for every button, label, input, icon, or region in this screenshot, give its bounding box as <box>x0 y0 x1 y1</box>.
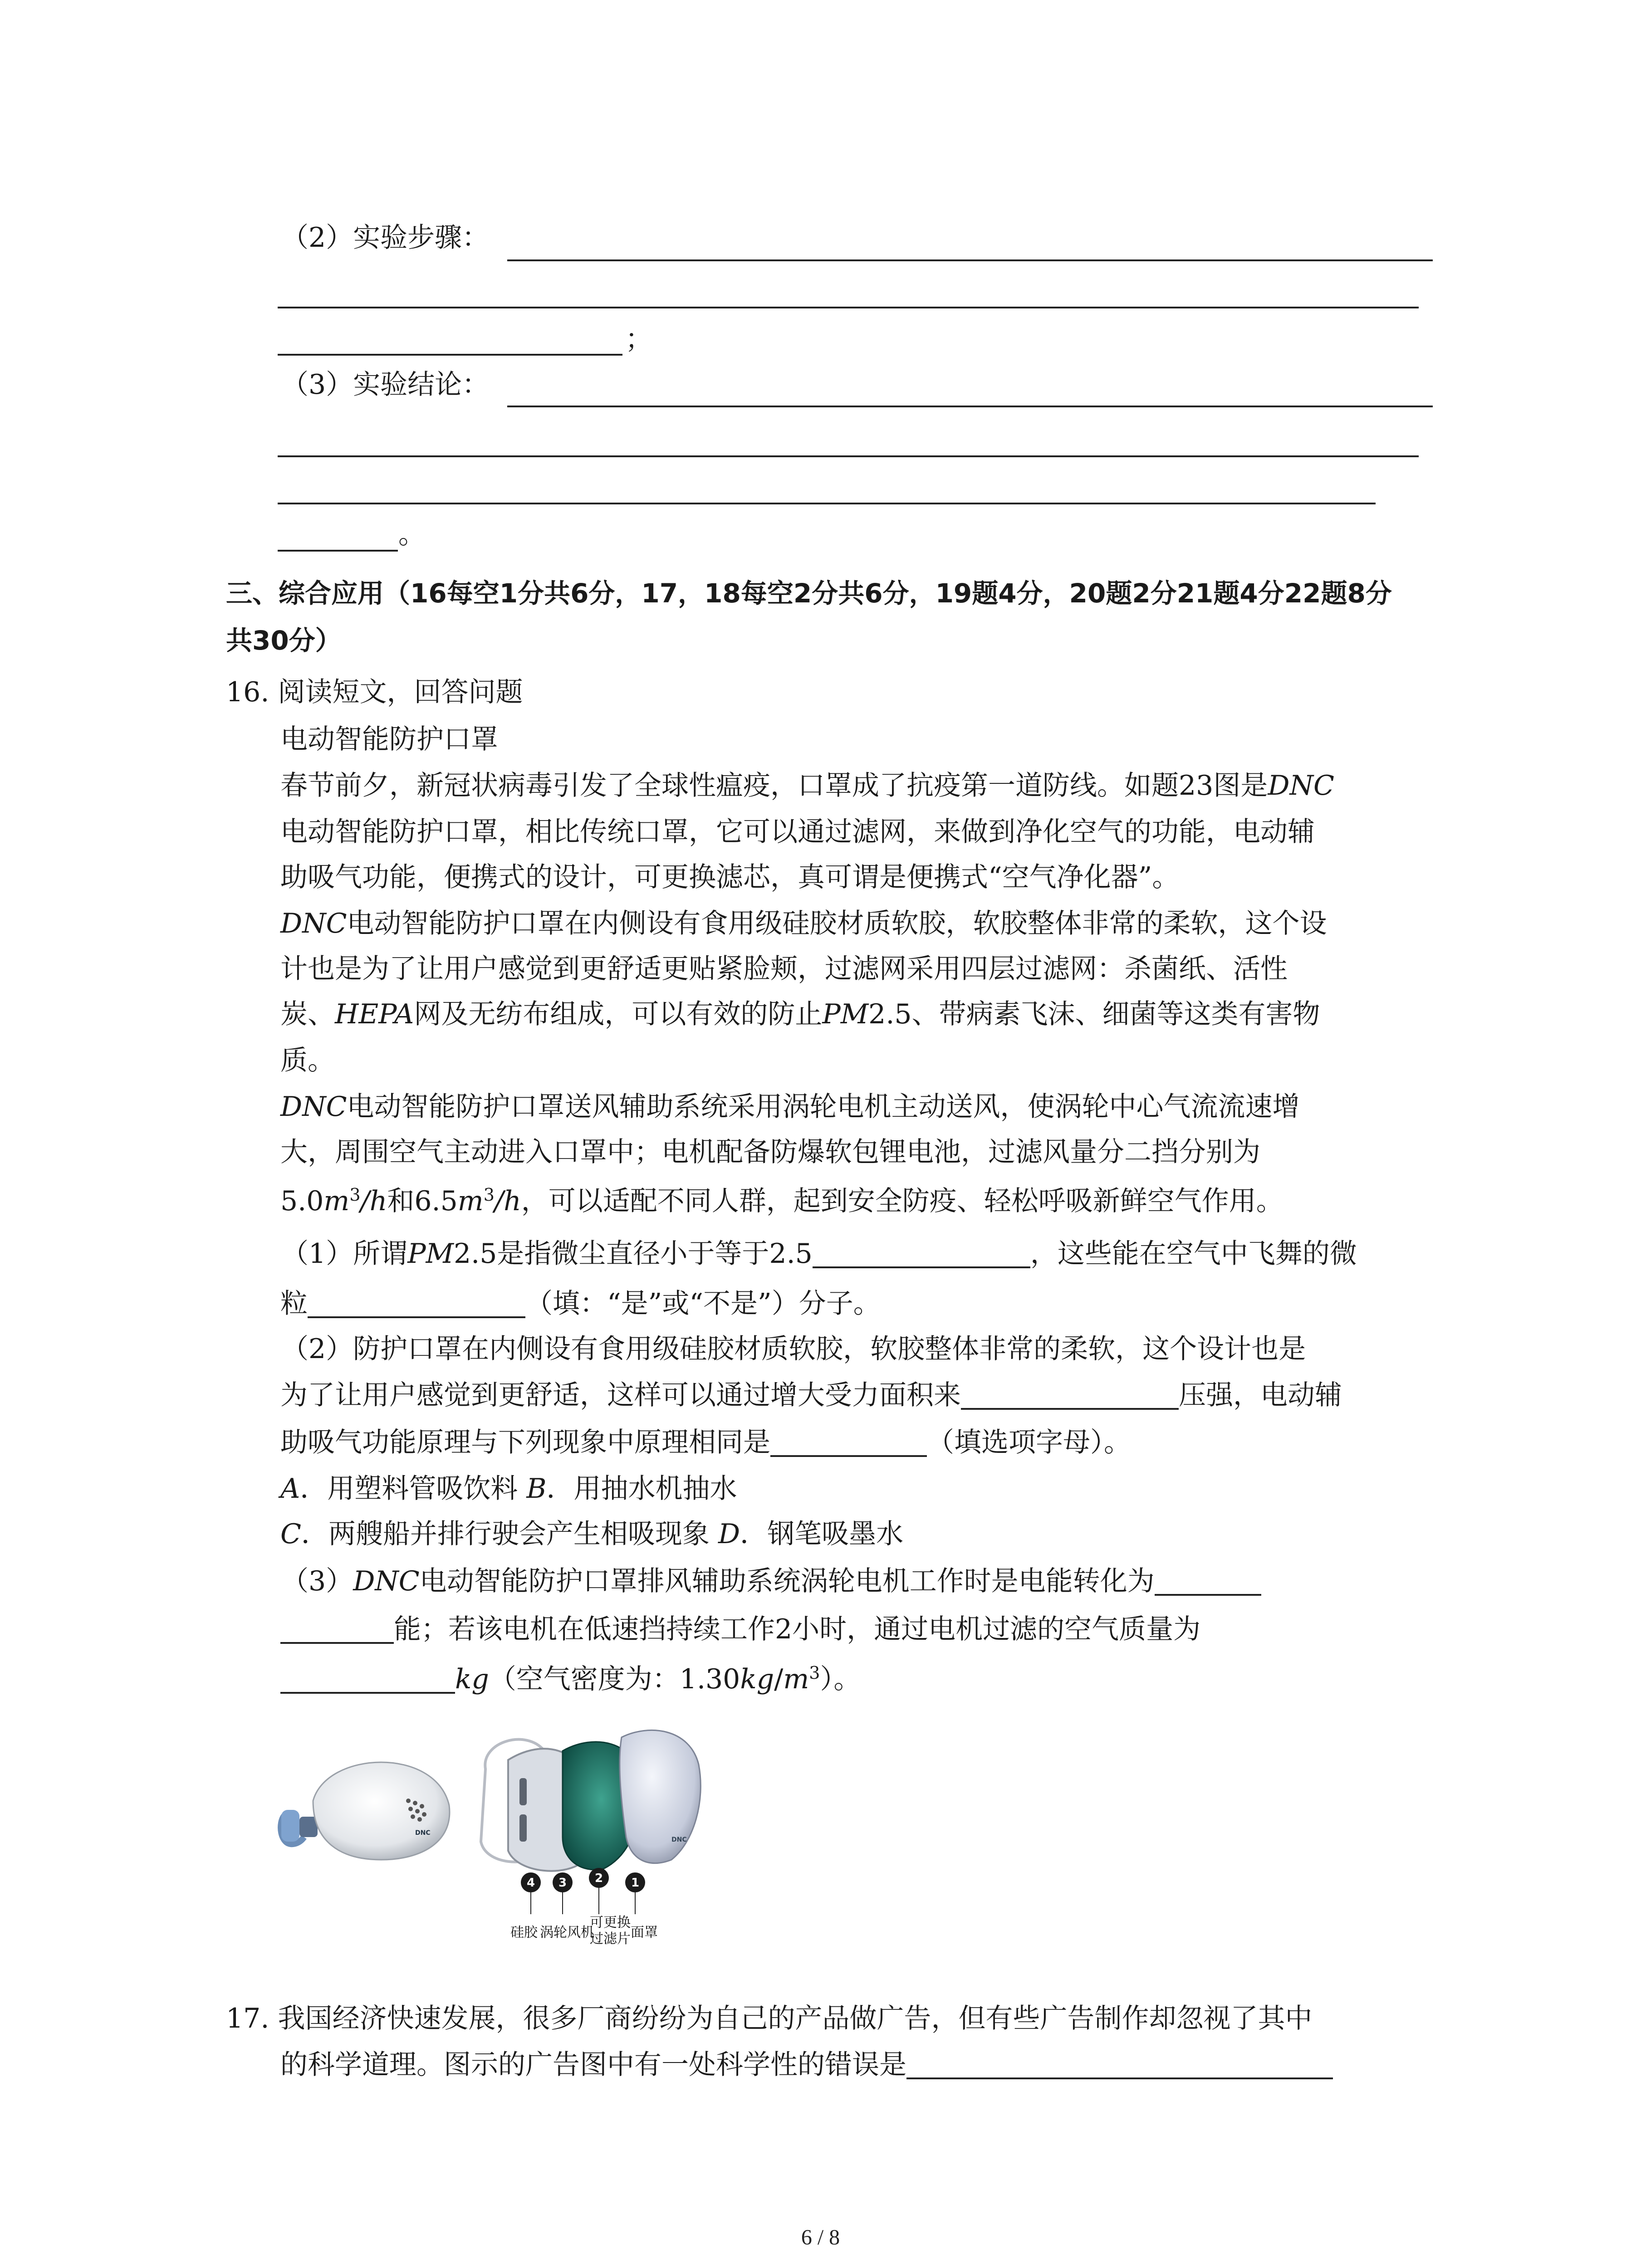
option-letter: A <box>280 1473 300 1505</box>
label-cover: 面罩 <box>631 1925 658 1941</box>
passage-line: DNC电动智能防护口罩送风辅助系统采用涡轮电机主动送风，使涡轮中心气流流速增 <box>280 1091 1300 1123</box>
answer-blank[interactable] <box>906 2050 1333 2079</box>
sub-question-2-cont: 为了让用户感觉到更舒适，这样可以通过增大受力面积来 压强，电动辅 <box>280 1379 1342 1411</box>
option-text: ．两艘船并排行驶会产生相吸现象 <box>301 1518 718 1550</box>
answer-blank[interactable] <box>308 1289 525 1318</box>
answer-line[interactable] <box>507 406 1433 407</box>
options-a-b <box>280 1472 737 1505</box>
answer-line[interactable] <box>278 503 1376 504</box>
brand-logo: DNC <box>415 1829 431 1837</box>
option-letter: D <box>718 1518 740 1550</box>
q-2-steps-label: （2）实验步骤： <box>281 222 490 254</box>
answer-line[interactable] <box>278 455 1419 457</box>
label-filter: 可更换 <box>590 1915 631 1931</box>
answer-blank[interactable] <box>280 1665 455 1694</box>
passage-line: $5.0m^3/h$和$6.5m^3/h$，可以适配不同人群，起到安全防疫、轻松呼吸新鲜空气作用。 <box>280 1185 1283 1217</box>
options-c-d <box>280 1518 903 1550</box>
passage-line: 炭、HEPA网及无纺布组成，可以有效的防止PM2.5、带病素飞沫、细菌等这类有害物 <box>280 998 1320 1030</box>
option-text: ．钢笔吸墨水 <box>740 1518 904 1550</box>
question-number: 17. <box>226 2003 269 2034</box>
passage-line: DNC电动智能防护口罩在内侧设有食用级硅胶材质软胶，软胶整体非常的柔软，这个设 <box>280 908 1327 939</box>
answer-blank[interactable] <box>813 1239 1030 1268</box>
answer-blank[interactable] <box>280 1615 394 1644</box>
sub-question-3-cont: kg（空气密度为：$1.30kg/m^3$）。 <box>280 1663 861 1696</box>
sub-question-2-cont: 助吸气功能原理与下列现象中原理相同是 （填选项字母）。 <box>280 1427 1131 1458</box>
brand-logo: DNC <box>671 1836 687 1843</box>
callout-number: 4 <box>526 1876 535 1890</box>
answer-blank[interactable] <box>770 1428 927 1457</box>
sub-question-1: （1）所谓PM2.5是指微尘直径小于等于2.5 ，这些能在空气中飞舞的微 <box>281 1238 1357 1270</box>
answer-line[interactable] <box>278 354 622 356</box>
passage-line: 大，周围空气主动进入口罩中；电机配备防爆软包锂电池，过滤风量分二挡分别为 <box>280 1136 1260 1168</box>
passage-title: 电动智能防护口罩 <box>280 723 498 755</box>
passage-line: 春节前夕，新冠状病毒引发了全球性瘟疫，口罩成了抗疫第一道防线。如题23图是DNC <box>280 770 1334 802</box>
option-text: ．用塑料管吸饮料 <box>300 1473 527 1505</box>
mask-front-view <box>281 1762 450 1860</box>
question-17: 17. 我国经济快速发展，很多厂商纷纷为自己的产品做广告，但有些广告制作却忽视了其中 <box>226 2003 1313 2034</box>
sub-question-2: （2）防护口罩在内侧设有食用级硅胶材质软胶，软胶整体非常的柔软，这个设计也是 <box>281 1333 1306 1365</box>
answer-line[interactable] <box>278 550 398 552</box>
answer-blank[interactable] <box>1155 1567 1261 1596</box>
sub-question-3: （3）DNC电动智能防护口罩排风辅助系统涡轮电机工作时是电能转化为 <box>281 1565 1261 1598</box>
passage-line: 助吸气功能，便携式的设计，可更换滤芯，真可谓是便携式“空气净化器”。 <box>280 861 1180 893</box>
option-letter: C <box>280 1518 301 1550</box>
label-silicone: 硅胶 <box>510 1925 538 1941</box>
question-17-cont: 的科学道理。图示的广告图中有一处科学性的错误是 <box>280 2048 1333 2081</box>
callout-number: 1 <box>631 1876 640 1890</box>
q-3-conclusion-label: （3）实验结论： <box>281 369 490 401</box>
q-2-end: ； <box>625 323 652 355</box>
passage-line: 电动智能防护口罩，相比传统口罩，它可以通过滤网，来做到净化空气的功能，电动辅 <box>280 816 1315 848</box>
label-turbo-fan: 涡轮风机 <box>540 1925 594 1941</box>
question-prompt: 阅读短文，回答问题 <box>278 676 523 708</box>
option-text: ．用抽水机抽水 <box>546 1473 737 1505</box>
callout-number: 3 <box>558 1876 567 1890</box>
answer-line[interactable] <box>278 307 1419 308</box>
sub-question-3-cont: 能；若该电机在低速挡持续工作2小时，通过电机过滤的空气质量为 <box>280 1613 1200 1646</box>
sub-question-1-cont: 粒 （填：“是”或“不是”）分子。 <box>280 1288 881 1320</box>
passage-line: 计也是为了让用户感觉到更舒适更贴紧脸颊，过滤网采用四层过滤网：杀菌纸、活性 <box>280 953 1288 985</box>
answer-line[interactable] <box>507 259 1433 261</box>
page-number: 6 / 8 <box>801 2225 840 2249</box>
option-letter: B <box>526 1473 547 1505</box>
section-heading-cont: 共30分） <box>226 625 342 656</box>
question-16 <box>226 676 523 709</box>
q-3-end: 。 <box>398 518 426 550</box>
callout-number: 2 <box>594 1872 603 1885</box>
passage-line: 质。 <box>280 1045 335 1076</box>
section-heading: 三、综合应用（16每空1分共6分，17，18每空2分共6分，19题4分，20题2分21题4分22题8分 <box>226 578 1392 609</box>
label-filter-cont: 过滤片 <box>590 1931 631 1947</box>
answer-blank[interactable] <box>961 1381 1179 1410</box>
mask-exploded-view <box>481 1730 700 1871</box>
question-number: 16. <box>226 676 269 708</box>
mask-figure <box>272 1724 780 1960</box>
